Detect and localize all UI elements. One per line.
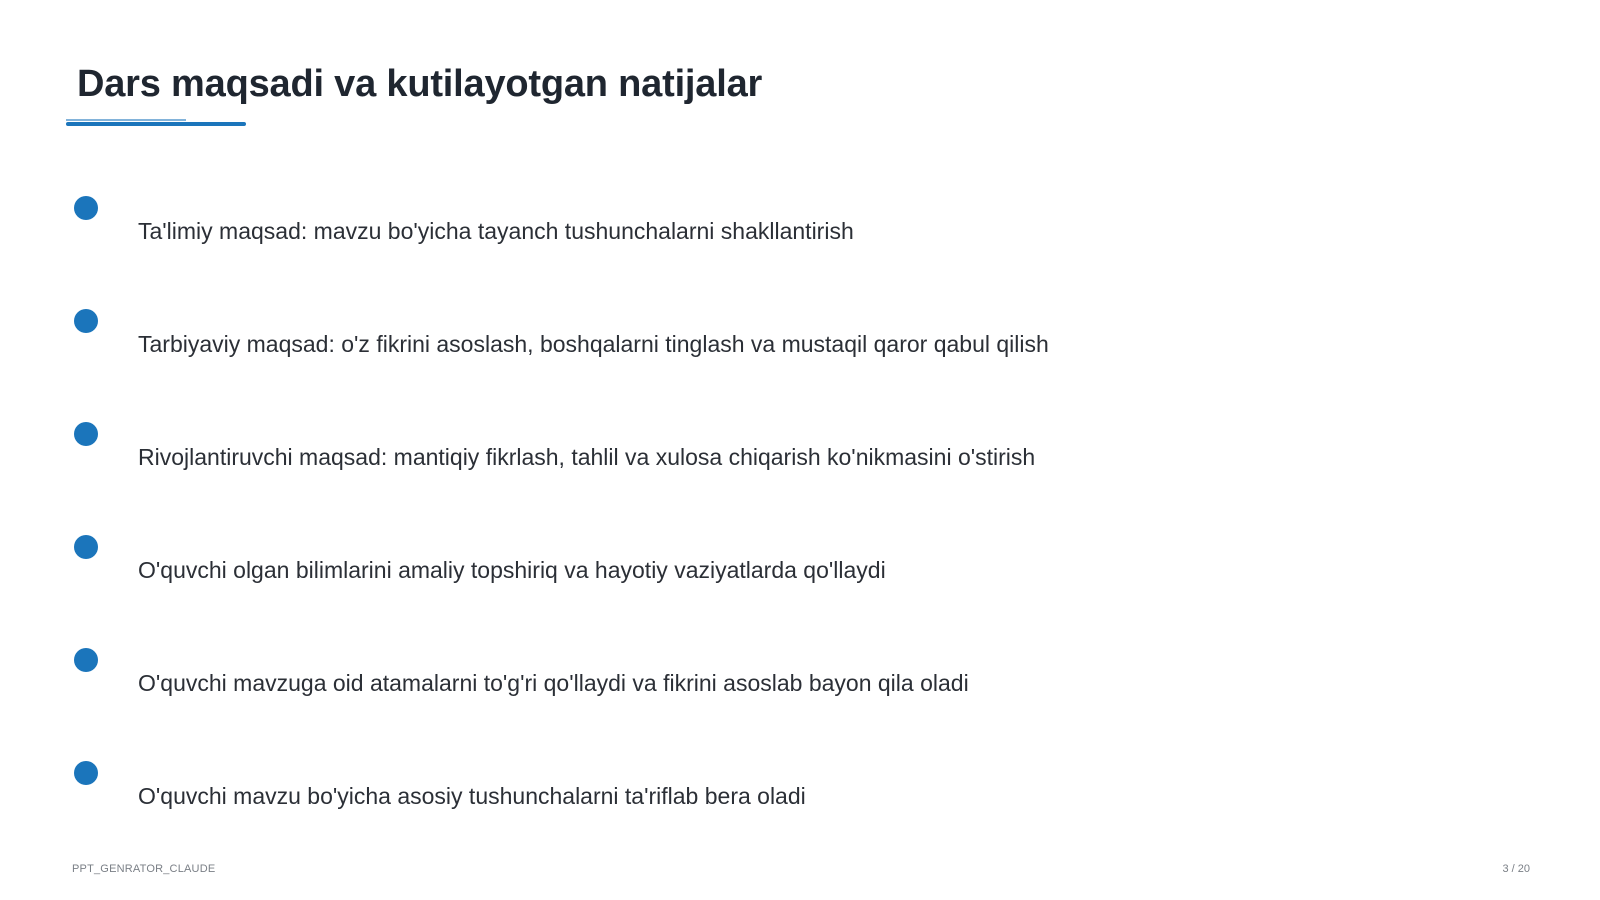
bullet-item (0, 648, 1600, 728)
bullet-text: Rivojlantiruvchi maqsad: mantiqiy fikrlash, tahlil va xulosa chiqarish ko'nikmasini o'stirish (138, 444, 1036, 470)
bullet-dot-icon (74, 648, 98, 672)
bullet-item (0, 535, 1600, 615)
bullet-text: O'quvchi mavzu bo'yicha asosiy tushunchalarni ta'riflab bera oladi (138, 783, 806, 809)
bullet-item (0, 422, 1600, 502)
bullet-dot-icon (74, 422, 98, 446)
bullet-dot-icon (74, 761, 98, 785)
page-number: 3 / 20 (1502, 863, 1530, 875)
bullet-item (0, 196, 1600, 276)
bullet-item (0, 309, 1600, 389)
bullet-dot-icon (74, 196, 98, 220)
bullet-dot-icon (74, 309, 98, 333)
bullet-item (0, 761, 1600, 841)
bullet-text: O'quvchi mavzuga oid atamalarni to'g'ri qo'llaydi va fikrini asoslab bayon qila oladi (138, 670, 969, 696)
bullet-text: Ta'limiy maqsad: mavzu bo'yicha tayanch tushunchalarni shakllantirish (138, 218, 854, 244)
bullet-dot-icon (74, 535, 98, 559)
footer-source: PPT_GENRATOR_CLAUDE (72, 863, 216, 875)
slide-title: Dars maqsadi va kutilayotgan natijalar (77, 63, 763, 105)
bullet-text: Tarbiyaviy maqsad: o'z fikrini asoslash, boshqalarni tinglash va mustaqil qaror qabul qilish (138, 331, 1049, 357)
bullet-text: O'quvchi olgan bilimlarini amaliy topshiriq va hayotiy vaziyatlarda qo'llaydi (138, 557, 886, 583)
